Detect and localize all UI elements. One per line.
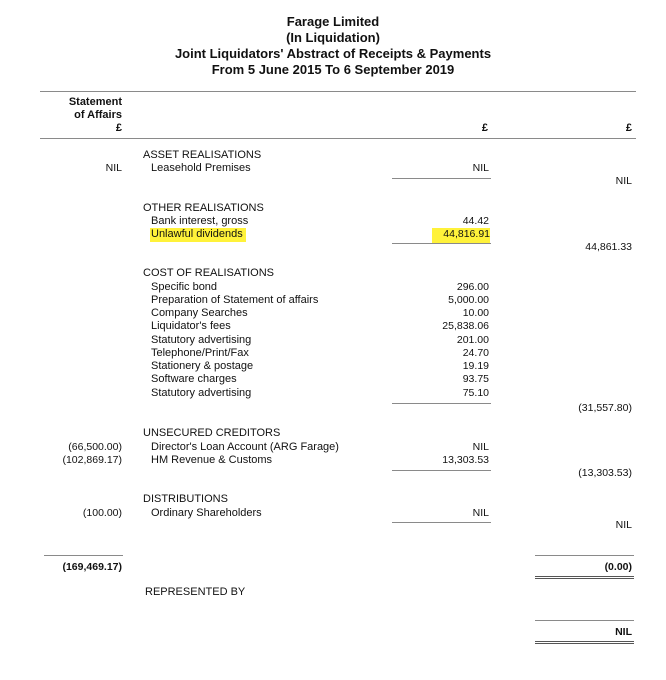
soa-header-line2: of Affairs [74, 109, 122, 121]
amount-telephone-print-fax: 24.70 [462, 347, 489, 359]
soa-ordinary-shareholders: (100.00) [82, 507, 122, 519]
amount-company-searches: 10.00 [462, 307, 489, 319]
item-unlawful-dividends: Unlawful dividends [150, 228, 246, 242]
soa-hmrc: (102,869.17) [62, 454, 122, 466]
item-statutory-advertising-1: Statutory advertising [151, 334, 252, 346]
item-statutory-advertising-2: Statutory advertising [151, 387, 252, 399]
item-specific-bond: Specific bond [151, 281, 218, 293]
item-company-searches: Company Searches [151, 307, 248, 319]
amount-software-charges: 93.75 [462, 373, 489, 385]
amount-bank-interest: 44.42 [462, 215, 489, 227]
report-title: Joint Liquidators' Abstract of Receipts & Payments [174, 46, 492, 61]
asset-realisations-total: NIL [615, 175, 632, 187]
distributions-total: NIL [615, 519, 632, 531]
item-preparation-statement-of-affairs: Preparation of Statement of affairs [151, 294, 319, 306]
represented-by-top-rule [535, 620, 634, 621]
liquidation-status: (In Liquidation) [286, 30, 380, 45]
distributions-subtotal-rule [392, 522, 491, 523]
item-liquidators-fees: Liquidator's fees [151, 320, 231, 332]
soa-leasehold-premises: NIL [105, 162, 122, 174]
section-title-other-realisations: OTHER REALISATIONS [143, 202, 264, 214]
soa-header-line1: Statement [68, 96, 122, 108]
soa-total-top-rule [44, 555, 123, 556]
soa-header-currency: £ [115, 122, 122, 134]
item-bank-interest: Bank interest, gross [151, 215, 249, 227]
represented-by-double-rule-1 [535, 641, 634, 642]
item-ordinary-shareholders: Ordinary Shareholders [151, 507, 262, 519]
total-currency-header: £ [625, 122, 632, 134]
header-top-rule [40, 91, 636, 92]
item-hmrc: HM Revenue & Customs [151, 454, 273, 466]
cost-of-realisations-subtotal-rule [392, 403, 491, 404]
item-telephone-print-fax: Telephone/Print/Fax [151, 347, 249, 359]
report-period: From 5 June 2015 To 6 September 2019 [211, 62, 455, 77]
unsecured-creditors-subtotal-rule [392, 470, 491, 471]
section-title-unsecured-creditors: UNSECURED CREDITORS [143, 427, 281, 439]
amount-ordinary-shareholders: NIL [472, 507, 489, 519]
unsecured-creditors-total: (13,303.53) [578, 467, 632, 479]
section-title-asset-realisations: ASSET REALISATIONS [143, 149, 262, 161]
header-bottom-rule [40, 138, 636, 139]
represented-by-label: REPRESENTED BY [145, 586, 246, 598]
soa-total: (169,469.17) [62, 561, 122, 573]
amount-leasehold-premises: NIL [472, 162, 489, 174]
amount-specific-bond: 296.00 [456, 281, 489, 293]
amount-preparation-statement-of-affairs: 5,000.00 [448, 294, 489, 306]
detail-currency-header: £ [481, 122, 488, 134]
other-realisations-subtotal-rule [392, 243, 491, 244]
soa-directors-loan: (66,500.00) [68, 441, 122, 453]
grand-total-double-rule-2 [535, 578, 634, 579]
section-title-distributions: DISTRIBUTIONS [143, 493, 228, 505]
amount-directors-loan: NIL [472, 441, 489, 453]
item-directors-loan: Director's Loan Account (ARG Farage) [151, 441, 339, 453]
other-realisations-total: 44,861.33 [585, 241, 632, 253]
grand-total: (0.00) [604, 561, 632, 573]
cost-of-realisations-total: (31,557.80) [578, 402, 632, 414]
asset-realisations-subtotal-rule [392, 178, 491, 179]
grand-total-double-rule-1 [535, 576, 634, 577]
item-software-charges: Software charges [151, 373, 237, 385]
item-leasehold-premises: Leasehold Premises [151, 162, 251, 174]
item-stationery-postage: Stationery & postage [151, 360, 254, 372]
amount-liquidators-fees: 25,838.06 [442, 320, 489, 332]
grand-total-top-rule [535, 555, 634, 556]
amount-hmrc: 13,303.53 [442, 454, 489, 466]
company-name: Farage Limited [286, 14, 380, 29]
amount-statutory-advertising-2: 75.10 [462, 387, 489, 399]
represented-by-double-rule-2 [535, 643, 634, 644]
amount-statutory-advertising-1: 201.00 [456, 334, 489, 346]
represented-by-total: NIL [615, 626, 632, 638]
amount-stationery-postage: 19.19 [462, 360, 489, 372]
section-title-cost-of-realisations: COST OF REALISATIONS [143, 267, 275, 279]
amount-unlawful-dividends: 44,816.91 [432, 228, 490, 243]
